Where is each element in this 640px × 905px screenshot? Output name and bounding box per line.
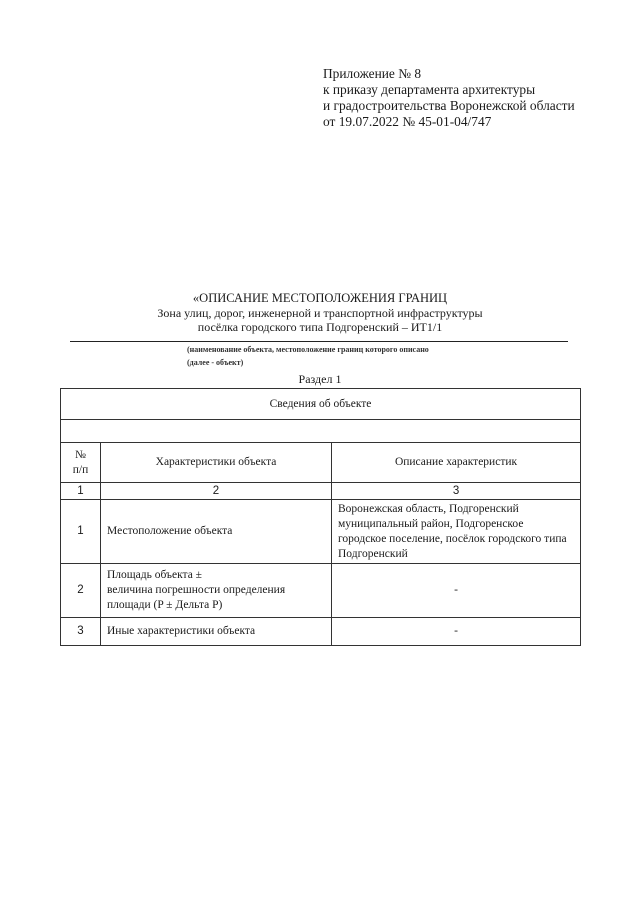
row-description: - bbox=[332, 564, 581, 618]
table-row bbox=[61, 618, 581, 646]
table-empty-row bbox=[61, 420, 581, 443]
table-header-row bbox=[61, 443, 581, 483]
row-description: Воронежская область, Подгоренский муниципальный район, Подгоренское городское поселение, посёлок городского типа Подгоренский bbox=[332, 500, 581, 564]
index-cell-2: 2 bbox=[101, 483, 332, 500]
title-line-3: посёлка городского типа Подгоренский – ИТ1/1 bbox=[197, 320, 443, 334]
row-characteristic: Площадь объекта ± величина погрешности определения площади (P ± Дельта P) bbox=[101, 564, 332, 618]
header-num-symbol: № bbox=[75, 448, 86, 461]
appendix-date-number: от 19.07.2022 № 45-01-04/747 bbox=[323, 114, 492, 129]
header-num bbox=[61, 443, 101, 483]
appendix-order-line: к приказу департамента архитектуры bbox=[323, 82, 536, 97]
title-line-2: Зона улиц, дорог, инженерной и транспортной инфраструктуры bbox=[157, 305, 483, 320]
title-underline bbox=[70, 341, 568, 342]
table-heading-row bbox=[61, 389, 581, 420]
table-row bbox=[61, 564, 581, 618]
appendix-department-line: и градостроительства Воронежской области bbox=[323, 98, 575, 113]
caption-line-1: (наименование объекта, местоположение границ которого описано bbox=[187, 345, 429, 354]
appendix-header bbox=[323, 66, 633, 130]
object-info-table bbox=[60, 388, 581, 646]
table-row bbox=[61, 500, 581, 564]
header-num-abbr: п/п bbox=[72, 463, 89, 476]
row-number: 2 bbox=[61, 564, 101, 618]
table-heading: Сведения об объекте bbox=[61, 389, 581, 420]
index-cell-1: 1 bbox=[61, 483, 101, 500]
row-number: 1 bbox=[61, 500, 101, 564]
table-index-row bbox=[61, 483, 581, 500]
title-line-1: «ОПИСАНИЕ МЕСТОПОЛОЖЕНИЯ ГРАНИЦ bbox=[192, 291, 448, 305]
row-description: - bbox=[332, 618, 581, 646]
section-label: Раздел 1 bbox=[298, 372, 342, 386]
empty-cell bbox=[61, 420, 581, 443]
document-title bbox=[60, 291, 580, 335]
title-caption bbox=[187, 343, 429, 369]
header-characteristics: Характеристики объекта bbox=[101, 443, 332, 483]
row-characteristic: Местоположение объекта bbox=[101, 500, 332, 564]
index-cell-3: 3 bbox=[332, 483, 581, 500]
row-characteristic: Иные характеристики объекта bbox=[101, 618, 332, 646]
appendix-number: Приложение № 8 bbox=[323, 66, 422, 81]
header-description: Описание характеристик bbox=[332, 443, 581, 483]
row-number: 3 bbox=[61, 618, 101, 646]
caption-line-2: (далее - объект) bbox=[187, 358, 244, 367]
